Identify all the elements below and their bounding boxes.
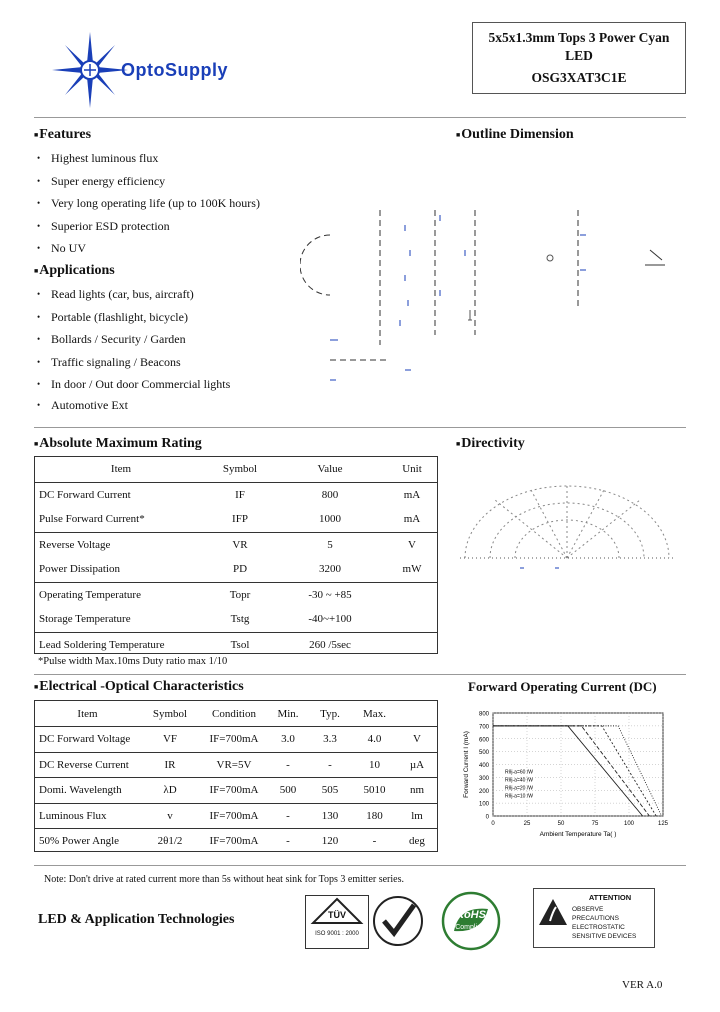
cell: 120 [321, 835, 339, 848]
cell: Lead Soldering Temperature [39, 638, 165, 651]
x-tick-label: 125 [657, 821, 669, 827]
iso-label: ISO 9001 : 2000 [315, 931, 359, 937]
table-row [35, 752, 437, 778]
table-row [35, 482, 437, 507]
cell: 500 [268, 778, 308, 804]
y-axis-label: Forward Current I (mA) [463, 731, 470, 798]
column-header: Item [35, 457, 207, 482]
x-axis-label: Ambient Temperature Ta( ) [539, 831, 617, 838]
table-header-row [35, 701, 437, 727]
eoc-heading: ■ Electrical -Optical Characteristics [34, 679, 244, 695]
cell: -40~+100 [273, 607, 387, 632]
cell: 130 [308, 803, 352, 829]
y-tick-label: 800 [478, 711, 489, 718]
column-header: Condition [200, 701, 268, 727]
column-header: Symbol [140, 701, 200, 727]
cell: - [268, 752, 308, 778]
rohs-badge [436, 891, 506, 951]
legend-label: Rθj-a=10 /W [505, 793, 533, 800]
cell: VF [140, 727, 200, 753]
cell: 180 [352, 803, 397, 829]
cell: DC Forward Voltage [35, 727, 140, 753]
x-tick-label: 25 [523, 821, 531, 827]
x-tick-label: 50 [557, 821, 565, 827]
cell: mW [387, 557, 437, 582]
cell: 5010 [352, 778, 397, 804]
cell: IR [140, 752, 200, 778]
cell: 50% Power Angle [39, 835, 120, 848]
list-item: • Traffic signaling / Beacons [34, 351, 364, 374]
cell: Domi. Wavelength [35, 778, 140, 804]
eoc-table-frame [34, 700, 438, 852]
cell: Tstg [207, 607, 273, 632]
table-row [35, 507, 437, 532]
cell: - [286, 835, 290, 848]
table-row [35, 607, 437, 632]
column-header: Min. [268, 701, 308, 727]
cell: IF=700mA [200, 778, 268, 804]
cell: Operating Temperature [39, 588, 141, 601]
cell: λD [140, 778, 200, 804]
company-tagline: LED & Application Technologies [38, 912, 235, 927]
list-item: • Superior ESD protection [34, 215, 364, 238]
features-heading: ■ Features [34, 127, 91, 143]
column-header [397, 701, 437, 727]
cell: 3.0 [268, 727, 308, 753]
version-label: VER A.0 [622, 979, 663, 991]
divider [34, 117, 686, 118]
table-row [35, 557, 437, 582]
legend-label: Rθj-a=20 /W [505, 785, 533, 792]
cell: 1000 [273, 507, 387, 532]
outline-drawing [300, 190, 680, 390]
cell: 3200 [273, 557, 387, 582]
part-number: OSG3XAT3C1E [531, 70, 627, 85]
cell: VR=5V [200, 752, 268, 778]
cell: mA [387, 507, 437, 532]
foc-chart [455, 705, 680, 840]
divider [34, 865, 686, 866]
legend-label: Rθj-a=40 /W [505, 777, 533, 784]
column-header: Max. [352, 701, 397, 727]
cell: 2θ1/2 [157, 835, 183, 848]
y-tick-label: 600 [478, 737, 489, 744]
esd-attention-box [533, 888, 655, 948]
cell: 5 [327, 538, 333, 551]
cell: 4.0 [352, 727, 397, 753]
rohs-label: RoHS [456, 909, 486, 921]
table-row [35, 829, 437, 854]
cell: Storage Temperature [35, 607, 207, 632]
amr-heading: ■ Absolute Maximum Rating [34, 436, 202, 452]
directivity-heading: ■ Directivity [456, 436, 525, 452]
applications-heading: ■ Applications [34, 263, 115, 279]
cell: nm [397, 778, 437, 804]
list-item: • Portable (flashlight, bicycle) [34, 306, 364, 329]
foc-heading: Forward Operating Current (DC) [468, 679, 657, 694]
footer-note: Note: Don't drive at rated current more than 5s without heat sink for Tops 3 emitter series. [44, 874, 404, 885]
cell: V [408, 538, 416, 551]
y-tick-label: 700 [478, 724, 489, 731]
table-row [35, 582, 437, 607]
eoc-table [35, 701, 437, 854]
outline-heading: ■ Outline Dimension [456, 127, 574, 143]
list-item: • Bollards / Security / Garden [34, 328, 364, 351]
tuv-certification-badge [305, 895, 369, 949]
column-header: Symbol [207, 457, 273, 482]
product-title-line2: LED [565, 48, 593, 63]
cell: Pulse Forward Current* [35, 507, 207, 532]
directivity-polar-diagram [455, 470, 680, 580]
amr-footnote: *Pulse width Max.10ms Duty ratio max 1/10 [38, 656, 228, 667]
divider [34, 674, 686, 675]
cell: V [397, 727, 437, 753]
y-tick-label: 400 [478, 763, 489, 769]
cell: PD [207, 557, 273, 582]
cell: lm [397, 803, 437, 829]
product-title-box [472, 22, 686, 94]
y-tick-label: 300 [478, 775, 489, 782]
starburst-logo-icon [40, 30, 130, 110]
tuv-label: TÜV [328, 910, 346, 920]
rohs-leaf-icon [436, 891, 506, 951]
cell: 260 /5sec [309, 638, 351, 651]
cell: deg [409, 835, 425, 848]
attention-text: OBSERVE PRECAUTIONS ELECTROSTATIC SENSITIVE DEVICES [572, 906, 637, 940]
checkmark-certification-icon [372, 893, 424, 949]
legend-label: Rθj-a=60 /W [505, 769, 533, 776]
y-tick-label: 0 [485, 814, 489, 821]
cell: µA [397, 752, 437, 778]
cell: IF [235, 488, 245, 501]
cell: - [372, 835, 377, 848]
list-item: • Super energy efficiency [34, 170, 364, 193]
cell: Luminous Flux [35, 803, 140, 829]
cell: VR [232, 538, 248, 551]
list-item: • Highest luminous flux [34, 147, 364, 170]
cell: DC Reverse Current [35, 752, 140, 778]
column-header: Value [273, 457, 387, 482]
cell [387, 582, 437, 607]
list-item: • Automotive Ext [34, 396, 364, 414]
cell: Topr [229, 588, 251, 601]
table-row [35, 803, 437, 829]
list-item: • No UV [34, 237, 364, 260]
cell: IFP [207, 507, 273, 532]
cell: 10 [352, 752, 397, 778]
cell: - [308, 752, 352, 778]
table-row [35, 778, 437, 804]
cell: Reverse Voltage [39, 538, 111, 551]
column-header: Typ. [308, 701, 352, 727]
brand-name: OptoSupply [121, 60, 228, 80]
table-row [35, 727, 437, 753]
cell: mA [403, 488, 421, 501]
product-title-line1: 5x5x1.3mm Tops 3 Power Cyan [488, 30, 670, 45]
y-tick-label: 500 [478, 750, 489, 757]
cell: 800 [321, 488, 339, 501]
cell: IF=700mA [200, 727, 268, 753]
list-item: • In door / Out door Commercial lights [34, 373, 364, 396]
y-tick-label: 200 [478, 788, 489, 795]
cell: -30 ~ +85 [308, 588, 352, 601]
cell [387, 607, 437, 632]
column-header: Item [35, 701, 140, 727]
list-item: • Very long operating life (up to 100K hours) [34, 192, 364, 215]
cell: 3.3 [308, 727, 352, 753]
list-item: • Read lights (car, bus, aircraft) [34, 283, 364, 306]
cell: IF=700mA [200, 803, 268, 829]
cell [387, 632, 437, 657]
cell: Tsol [230, 638, 250, 651]
divider [34, 427, 686, 428]
amr-table [35, 457, 437, 657]
x-tick-label: 0 [491, 821, 495, 827]
x-tick-label: 100 [623, 821, 635, 827]
cell: 505 [308, 778, 352, 804]
table-row [35, 632, 437, 657]
cell: v [140, 803, 200, 829]
cell: Power Dissipation [35, 557, 207, 582]
esd-warning-icon [538, 897, 568, 927]
y-tick-label: 100 [478, 801, 489, 808]
table-row [35, 532, 437, 557]
column-header: Unit [387, 457, 437, 482]
cell: IF=700mA [209, 835, 259, 848]
attention-title: ATTENTION [588, 893, 632, 902]
rohs-sublabel: Compliant [455, 924, 487, 931]
x-tick-label: 75 [591, 821, 599, 827]
amr-table-frame [34, 456, 438, 654]
cell: DC Forward Current [39, 488, 131, 501]
table-header-row [35, 457, 437, 482]
cell: - [268, 803, 308, 829]
